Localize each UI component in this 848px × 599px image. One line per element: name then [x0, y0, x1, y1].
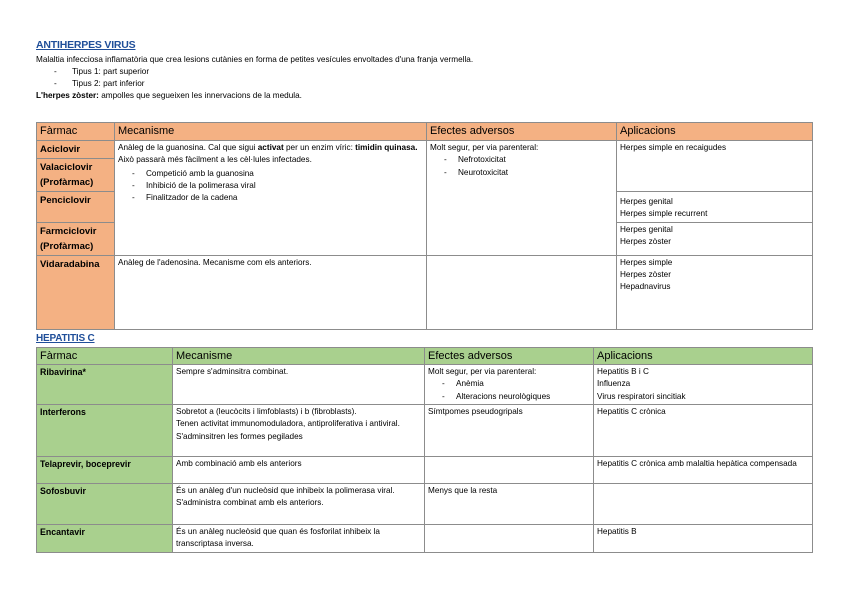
table-row	[37, 457, 813, 484]
mechanism-cell: Amb combinació amb els anteriors	[173, 457, 425, 484]
header-applications: Aplicacions	[617, 123, 813, 141]
apps-cell: Hepatitis C crònica amb malaltia hepàtica compensada	[594, 457, 813, 484]
mechanism-cell: És un anàleg nucleòsid que quan és fosforilat inhibeix la transcriptasa inversa.	[173, 525, 425, 553]
table-row	[37, 525, 813, 553]
mechanism-item: - Competició amb la guanosina	[118, 168, 423, 180]
section-title-hepatitis-c: HEPATITIS C	[36, 333, 95, 344]
effects-cell	[425, 525, 594, 553]
vidaradabina-mechanism: Anàleg de l'adenosina. Mecanisme com els anteriors.	[115, 255, 427, 329]
mechanism-cell: És un anàleg d'un nucleòsid que inhibeix la polimerasa viral. S'administra combinat amb els anteriors.	[173, 484, 425, 525]
effect-item: - Alteracions neurològiques	[428, 391, 590, 403]
drug-vidaradabina: Vidaradabina	[37, 255, 115, 329]
effects-cell: Molt segur, per via parenteral: - Anèmia - Alteracions neurològiques	[425, 365, 594, 405]
drug-telaprevir-boceprevir: Telaprevir, boceprevir	[37, 457, 173, 484]
app-penciclovir: Herpes genital Herpes simple recurrent	[617, 192, 813, 223]
apps-cell: Hepatitis B	[594, 525, 813, 553]
apps-cell	[594, 484, 813, 525]
header-applications: Aplicacions	[594, 348, 813, 365]
table-row	[37, 484, 813, 525]
table-row	[37, 365, 813, 405]
header-drug: Fàrmac	[37, 123, 115, 141]
herpes-zoster-line: L'herpes zòster: ampolles que segueixen les innervacions de la medula.	[36, 91, 302, 100]
mechanism-item: - Finalitzador de la cadena	[118, 192, 423, 204]
herpes-type-2: - Tipus 2: part inferior	[54, 79, 145, 88]
drug-aciclovir: Aciclovir	[37, 141, 115, 159]
mechanism-item: - Inhibició de la polimerasa viral	[118, 180, 423, 192]
drug-farmciclovir: Farmciclovir (Profàrmac)	[37, 222, 115, 255]
mechanism-cell: Sobretot a (leucòcits i limfoblasts) i b (fibroblasts). Tenen activitat immunomoduladora, antiproliferativa i antiviral. S'adminsitren les formes pegilades	[173, 405, 425, 457]
vidaradabina-effects	[427, 255, 617, 329]
header-adverse-effects: Efectes adversos	[427, 123, 617, 141]
effects-cell: Molt segur, per via parenteral: - Nefrotoxicitat - Neurotoxicitat	[427, 141, 617, 256]
drug-encantavir: Encantavir	[37, 525, 173, 553]
drug-ribavirina: Ribavirina*	[37, 365, 173, 405]
apps-cell: Hepatitis C crònica	[594, 405, 813, 457]
app-farmciclovir: Herpes genital Herpes zòster	[617, 222, 813, 255]
header-mechanism: Mecanisme	[173, 348, 425, 365]
herpes-description: Malaltia infecciosa inflamatòria que crea lesions cutànies en forma de petites vesícules envoltades d'una franja vermella.	[36, 55, 474, 64]
table-row	[37, 405, 813, 457]
vidaradabina-apps: Herpes simple Herpes zòster Hepadnavirus	[617, 255, 813, 329]
herpes-type-1: - Tipus 1: part superior	[54, 67, 150, 76]
app-aciclovir: Herpes simple en recaigudes	[617, 141, 813, 192]
effect-item: - Anèmia	[428, 378, 590, 390]
drug-penciclovir: Penciclovir	[37, 192, 115, 223]
apps-cell: Hepatitis B i C Influenza Virus respiratori sincitiak	[594, 365, 813, 405]
antiherpes-table	[36, 122, 813, 330]
effect-item: - Neurotoxicitat	[430, 167, 613, 179]
header-adverse-effects: Efectes adversos	[425, 348, 594, 365]
drug-sofosbuvir: Sofosbuvir	[37, 484, 173, 525]
drug-interferons: Interferons	[37, 405, 173, 457]
mechanism-cell: Anàleg de la guanosina. Cal que sigui activat per un enzim víric: timidin quinasa. Això passarà més fàcilment a les cèl·lules infectades. - Competició amb la guanosina - Inhibició de la polimerasa viral - Finalitzador de la cadena	[115, 141, 427, 256]
header-mechanism: Mecanisme	[115, 123, 427, 141]
effects-cell: Símtpomes pseudogripals	[425, 405, 594, 457]
section-title-antiherpes: ANTIHERPES VIRUS	[36, 39, 136, 51]
herpes-intro	[36, 54, 816, 102]
effect-item: - Nefrotoxicitat	[430, 154, 613, 166]
drug-valaciclovir: Valaciclovir (Profàrmac)	[37, 159, 115, 192]
mechanism-cell: Sempre s'adminsitra combinat.	[173, 365, 425, 405]
effects-cell	[425, 457, 594, 484]
effects-cell: Menys que la resta	[425, 484, 594, 525]
header-drug: Fàrmac	[37, 348, 173, 365]
hepatitis-c-table	[36, 347, 813, 553]
